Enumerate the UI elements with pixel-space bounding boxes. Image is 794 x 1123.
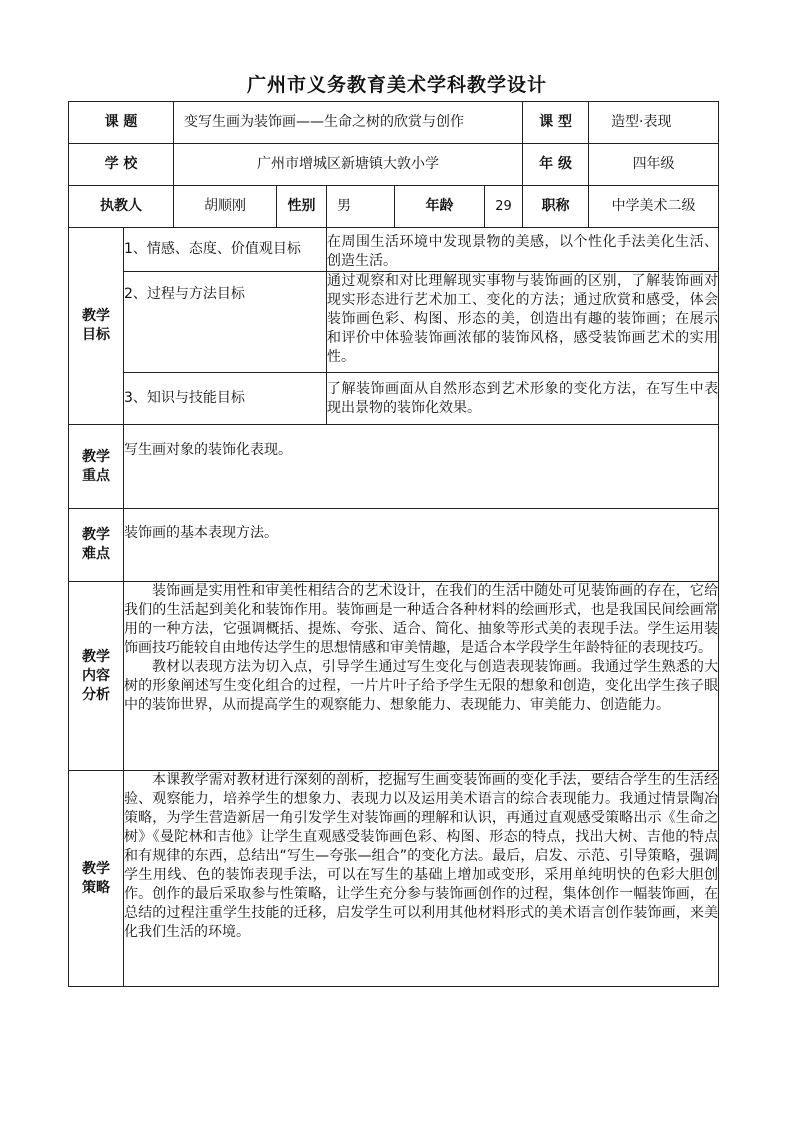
lesson-plan-table	[68, 101, 719, 987]
objective-text-3: 了解装饰画面从自然形态到艺术形象的变化方法，在写生中表现出景物的装饰化效果。	[327, 373, 719, 425]
objectives-label	[69, 228, 124, 425]
objective-name-1: 1、情感、态度、价值观目标	[124, 228, 327, 272]
school-label: 学 校	[69, 144, 174, 186]
type-value: 造型·表现	[589, 102, 719, 144]
topic-label: 课 题	[69, 102, 174, 144]
teacher-value: 胡顺刚	[174, 186, 277, 228]
key-point-label-line1: 教学	[82, 448, 110, 465]
page-title: 广州市义务教育美术学科教学设计	[246, 74, 547, 96]
strategy-label-line2: 策略	[82, 879, 110, 896]
content-analysis-row	[69, 582, 719, 771]
gender-value: 男	[327, 186, 395, 228]
topic-value: 变写生画为装饰画——生命之树的欣赏与创作	[174, 102, 523, 144]
objective-text-2: 通过观察和对比理解现实事物与装饰画的区别，了解装饰画对现实形态进行艺术加工、变化的方法；通过欣赏和感受，体会装饰画色彩、构图、形态的美，创造出有趣的装饰画；在展示和评价中体验装饰画浓郁的装饰风格，感受装饰画艺术的实用性。	[327, 272, 719, 373]
strategy-para-1: 本课教学需对教材进行深刻的剖析，挖掘写生画变装饰画的变化手法，要结合学生的生活经验、观察能力，培养学生的想象力、表现力以及运用美术语言的综合表现能力。我通过情景陶冶策略，为学生营造新居一角引发学生对装饰画的理解和认识，再通过直观感受策略出示《生命之树》《曼陀林和吉他》让学生直观感受装饰画色彩、构图、形态的特点，找出大树、吉他的特点和有规律的东西，总结出“写生—夸张—组合”的变化方法。最后，启发、示范、引导策略，强调学生用线、色的装饰表现手法，可以在写生的基础上增加或变形，采用单纯明快的色彩大胆创作。创作的最后采取参与性策略，让学生充分参与装饰画创作的过程，集体创作一幅装饰画，在总结的过程注重学生技能的迁移，启发学生可以利用其他材料形式的美术语言创作装饰画，来美化我们生活的环境。	[124, 772, 719, 940]
difficulty-label	[69, 509, 124, 582]
strategy-label	[69, 771, 124, 987]
objectives-label-line1: 教学	[82, 308, 110, 324]
professional-title-label: 职称	[523, 186, 589, 228]
school-row	[69, 144, 719, 186]
professional-title-value: 中学美术二级	[589, 186, 719, 228]
content-analysis-text	[124, 582, 719, 771]
difficulty-text: 装饰画的基本表现方法。	[124, 509, 719, 582]
grade-value: 四年级	[589, 144, 719, 186]
key-point-row	[69, 425, 719, 509]
key-point-text: 写生画对象的装饰化表现。	[124, 425, 719, 509]
content-analysis-para-2: 教材以表现方法为切入点，引导学生通过写生变化与创造表现装饰画。我通过学生熟悉的大树的形象阐述写生变化组合的过程，一片片叶子给予学生无限的想象和创造，变化出学生孩子眼中的装饰世界，从而提高学生的观察能力、想象能力、表现能力、审美能力、创造能力。	[124, 659, 719, 713]
strategy-label-line1: 教学	[82, 860, 110, 877]
objectives-label-line2: 目标	[82, 327, 110, 343]
objective-name-2: 2、过程与方法目标	[124, 272, 327, 373]
objective-name-3: 3、知识与技能目标	[124, 373, 327, 425]
objective-row-3	[69, 373, 719, 425]
difficulty-label-line1: 教学	[82, 527, 110, 543]
content-analysis-para-1: 装饰画是实用性和审美性相结合的艺术设计，在我们的生活中随处可见装饰画的存在，它给我们的生活起到美化和装饰作用。装饰画是一种适合各种材料的绘画形式，也是我国民间绘画常用的一种方法，它强调概括、提炼、夸张、适合、简化、抽象等形式美的表现手法。学生运用装饰画技巧能较自由地传达学生的思想情感和审美情趣，是适合本学段学生年龄特征的表现技巧。	[124, 583, 719, 656]
content-analysis-label-line2: 内容	[82, 667, 110, 684]
grade-label: 年 级	[523, 144, 589, 186]
strategy-text	[124, 771, 719, 987]
teacher-row	[69, 186, 719, 228]
teacher-label: 执教人	[69, 186, 174, 228]
gender-label: 性别	[277, 186, 327, 228]
age-value: 29	[485, 186, 523, 228]
objective-row-2	[69, 272, 719, 373]
topic-row	[69, 102, 719, 144]
school-value: 广州市增城区新塘镇大敦小学	[174, 144, 523, 186]
objective-row-1	[69, 228, 719, 272]
age-label: 年龄	[395, 186, 485, 228]
difficulty-label-line2: 难点	[82, 546, 110, 562]
content-analysis-label	[69, 582, 124, 771]
content-analysis-label-line3: 分析	[82, 686, 110, 703]
content-analysis-label-line1: 教学	[82, 648, 110, 665]
type-label: 课 型	[523, 102, 589, 144]
strategy-row	[69, 771, 719, 987]
key-point-label-line2: 重点	[82, 467, 110, 484]
key-point-label	[69, 425, 124, 509]
difficulty-row	[69, 509, 719, 582]
objective-text-1: 在周围生活环境中发现景物的美感，以个性化手法美化生活、创造生活。	[327, 228, 719, 272]
